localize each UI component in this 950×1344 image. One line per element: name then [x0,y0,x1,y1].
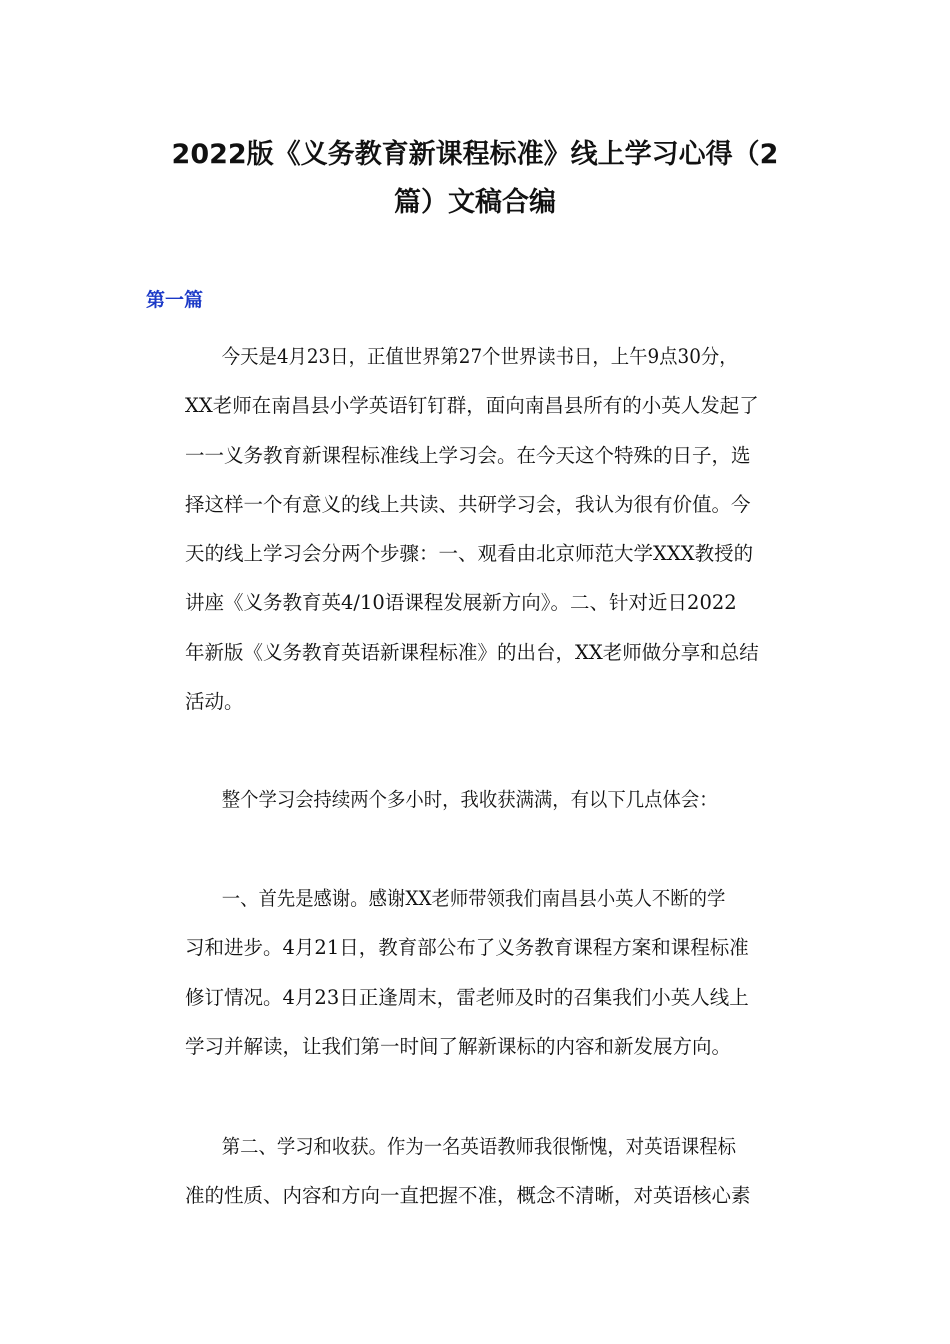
paragraph-line: 整个学习会持续两个多小时，我收获满满，有以下几点体会： [221,788,718,811]
section-heading: 第一篇 [146,289,204,311]
document-title-line-1: 2022版《义务教育新课程标准》线上学习心得（2 [171,139,779,170]
paragraph-1 [146,332,816,726]
paragraph-line: 第二、学习和收获。作为一名英语教师我很惭愧，对英语课程标 [221,1135,736,1158]
paragraph-line: 讲座《义务教育英4/10语课程发展新方向》。二、针对近日2022 [185,591,737,615]
paragraph-line: 习和进步。4月21日，教育部公布了义务教育课程方案和课程标准 [185,936,749,960]
paragraph-line: 学习并解读，让我们第一时间了解新课标的内容和新发展方向。 [185,1034,732,1058]
paragraph-line: 修订情况。4月23日正逢周末，雷老师及时的召集我们小英人线上 [185,985,749,1009]
paragraph-line: 准的性质、内容和方向一直把握不准，概念不清晰，对英语核心素 [185,1184,751,1208]
paragraph-line: XX老师在南昌县小学英语钉钉群，面向南昌县所有的小英人发起了 [185,394,759,418]
paragraph-4 [146,1122,816,1221]
paragraph-2 [146,775,816,824]
paragraph-line: 天的线上学习会分两个步骤：一、观看由北京师范大学XXX教授的 [185,542,754,566]
paragraph-line: 今天是4月23日，正值世界第27个世界读书日，上午9点30分， [221,345,738,368]
paragraph-line: 年新版《义务教育英语新课程标准》的出台，XX老师做分享和总结 [185,640,759,664]
paragraph-line: 一一义务教育新课程标准线上学习会。在今天这个特殊的日子，选 [185,443,751,467]
paragraph-line: 择这样一个有意义的线上共读、共研学习会，我认为很有价值。今 [185,492,751,516]
paragraph-3 [146,874,816,1071]
paragraph-line: 一、首先是感谢。感谢XX老师带领我们南昌县小英人不断的学 [221,887,726,910]
document-title-line-2: 篇）文稿合编 [394,187,556,218]
paragraph-line: 活动。 [185,690,244,714]
